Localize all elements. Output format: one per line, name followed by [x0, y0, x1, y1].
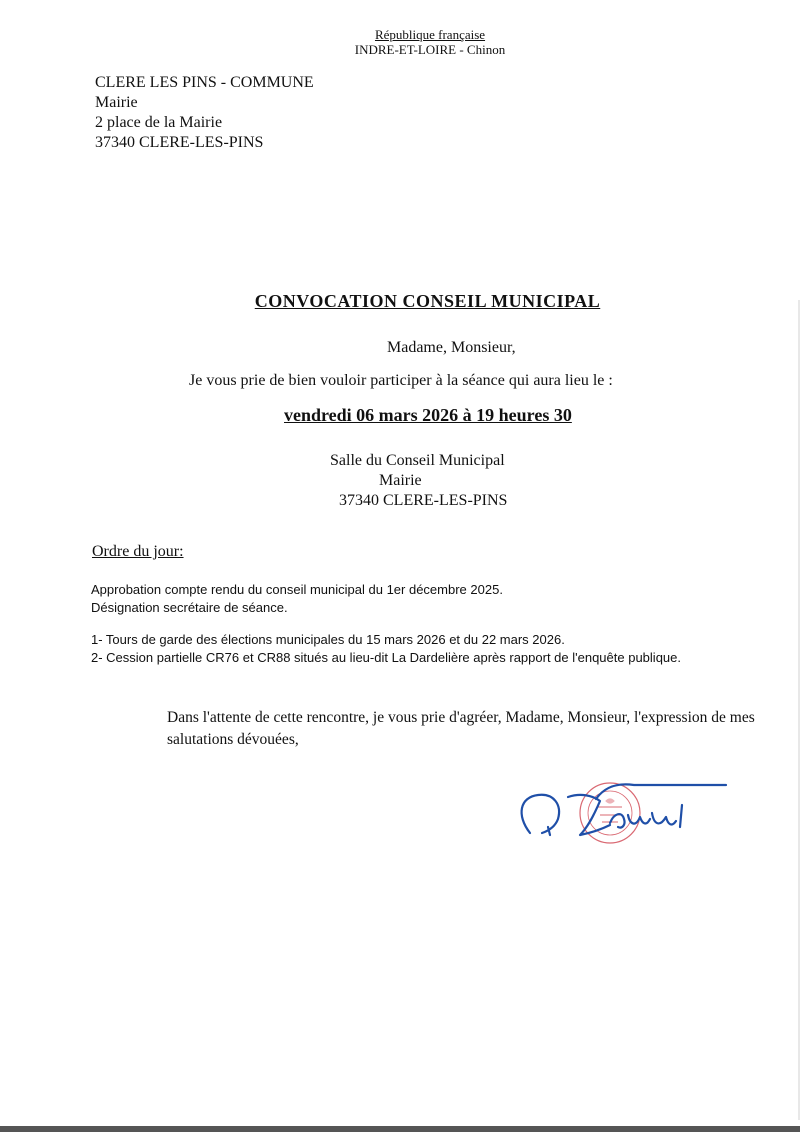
document-title: CONVOCATION CONSEIL MUNICIPAL: [254, 291, 601, 311]
sender-name: CLERE LES PINS - COMMUNE: [95, 74, 314, 91]
meeting-location: [330, 451, 507, 511]
location-room: Salle du Conseil Municipal: [330, 452, 505, 469]
agenda-list: [91, 581, 681, 667]
agenda-preamble-2: Désignation secrétaire de séance.: [91, 600, 288, 615]
republic-header: [300, 27, 560, 57]
intro-text: Je vous prie de bien vouloir participer à la séance qui aura lieu le :: [189, 372, 613, 389]
signature-strokes: [522, 784, 726, 835]
agenda-title: Ordre du jour:: [92, 543, 184, 560]
location-city: 37340 CLERE-LES-PINS: [339, 492, 508, 509]
agenda-item-1: 1- Tours de garde des élections municipales du 15 mars 2026 et du 22 mars 2026.: [91, 632, 565, 647]
republic-label: République française: [374, 27, 486, 42]
sender-office: Mairie: [95, 94, 138, 111]
mayor-signature-with-stamp: [510, 775, 740, 855]
agenda-preamble-1: Approbation compte rendu du conseil municipal du 1er décembre 2025.: [91, 582, 503, 597]
department-label: INDRE-ET-LOIRE - Chinon: [354, 42, 506, 57]
salutation: Madame, Monsieur,: [387, 339, 516, 356]
agenda-item-2: 2- Cession partielle CR76 et CR88 situés au lieu-dit La Dardelière après rapport de l'enquête publique.: [91, 650, 681, 665]
sender-city: 37340 CLERE-LES-PINS: [95, 134, 264, 151]
agenda-spacer: [91, 617, 681, 631]
sender-address: [95, 73, 314, 153]
signature-block: [510, 775, 740, 855]
sender-street: 2 place de la Mairie: [95, 114, 223, 131]
scan-bottom-border: [0, 1126, 800, 1132]
location-building: Mairie: [379, 472, 422, 489]
closing-text: Dans l'attente de cette rencontre, je vous prie d'agréer, Madame, Monsieur, l'expression de mes salutations dévouées,: [167, 709, 755, 748]
meeting-datetime: vendredi 06 mars 2026 à 19 heures 30: [284, 405, 572, 425]
